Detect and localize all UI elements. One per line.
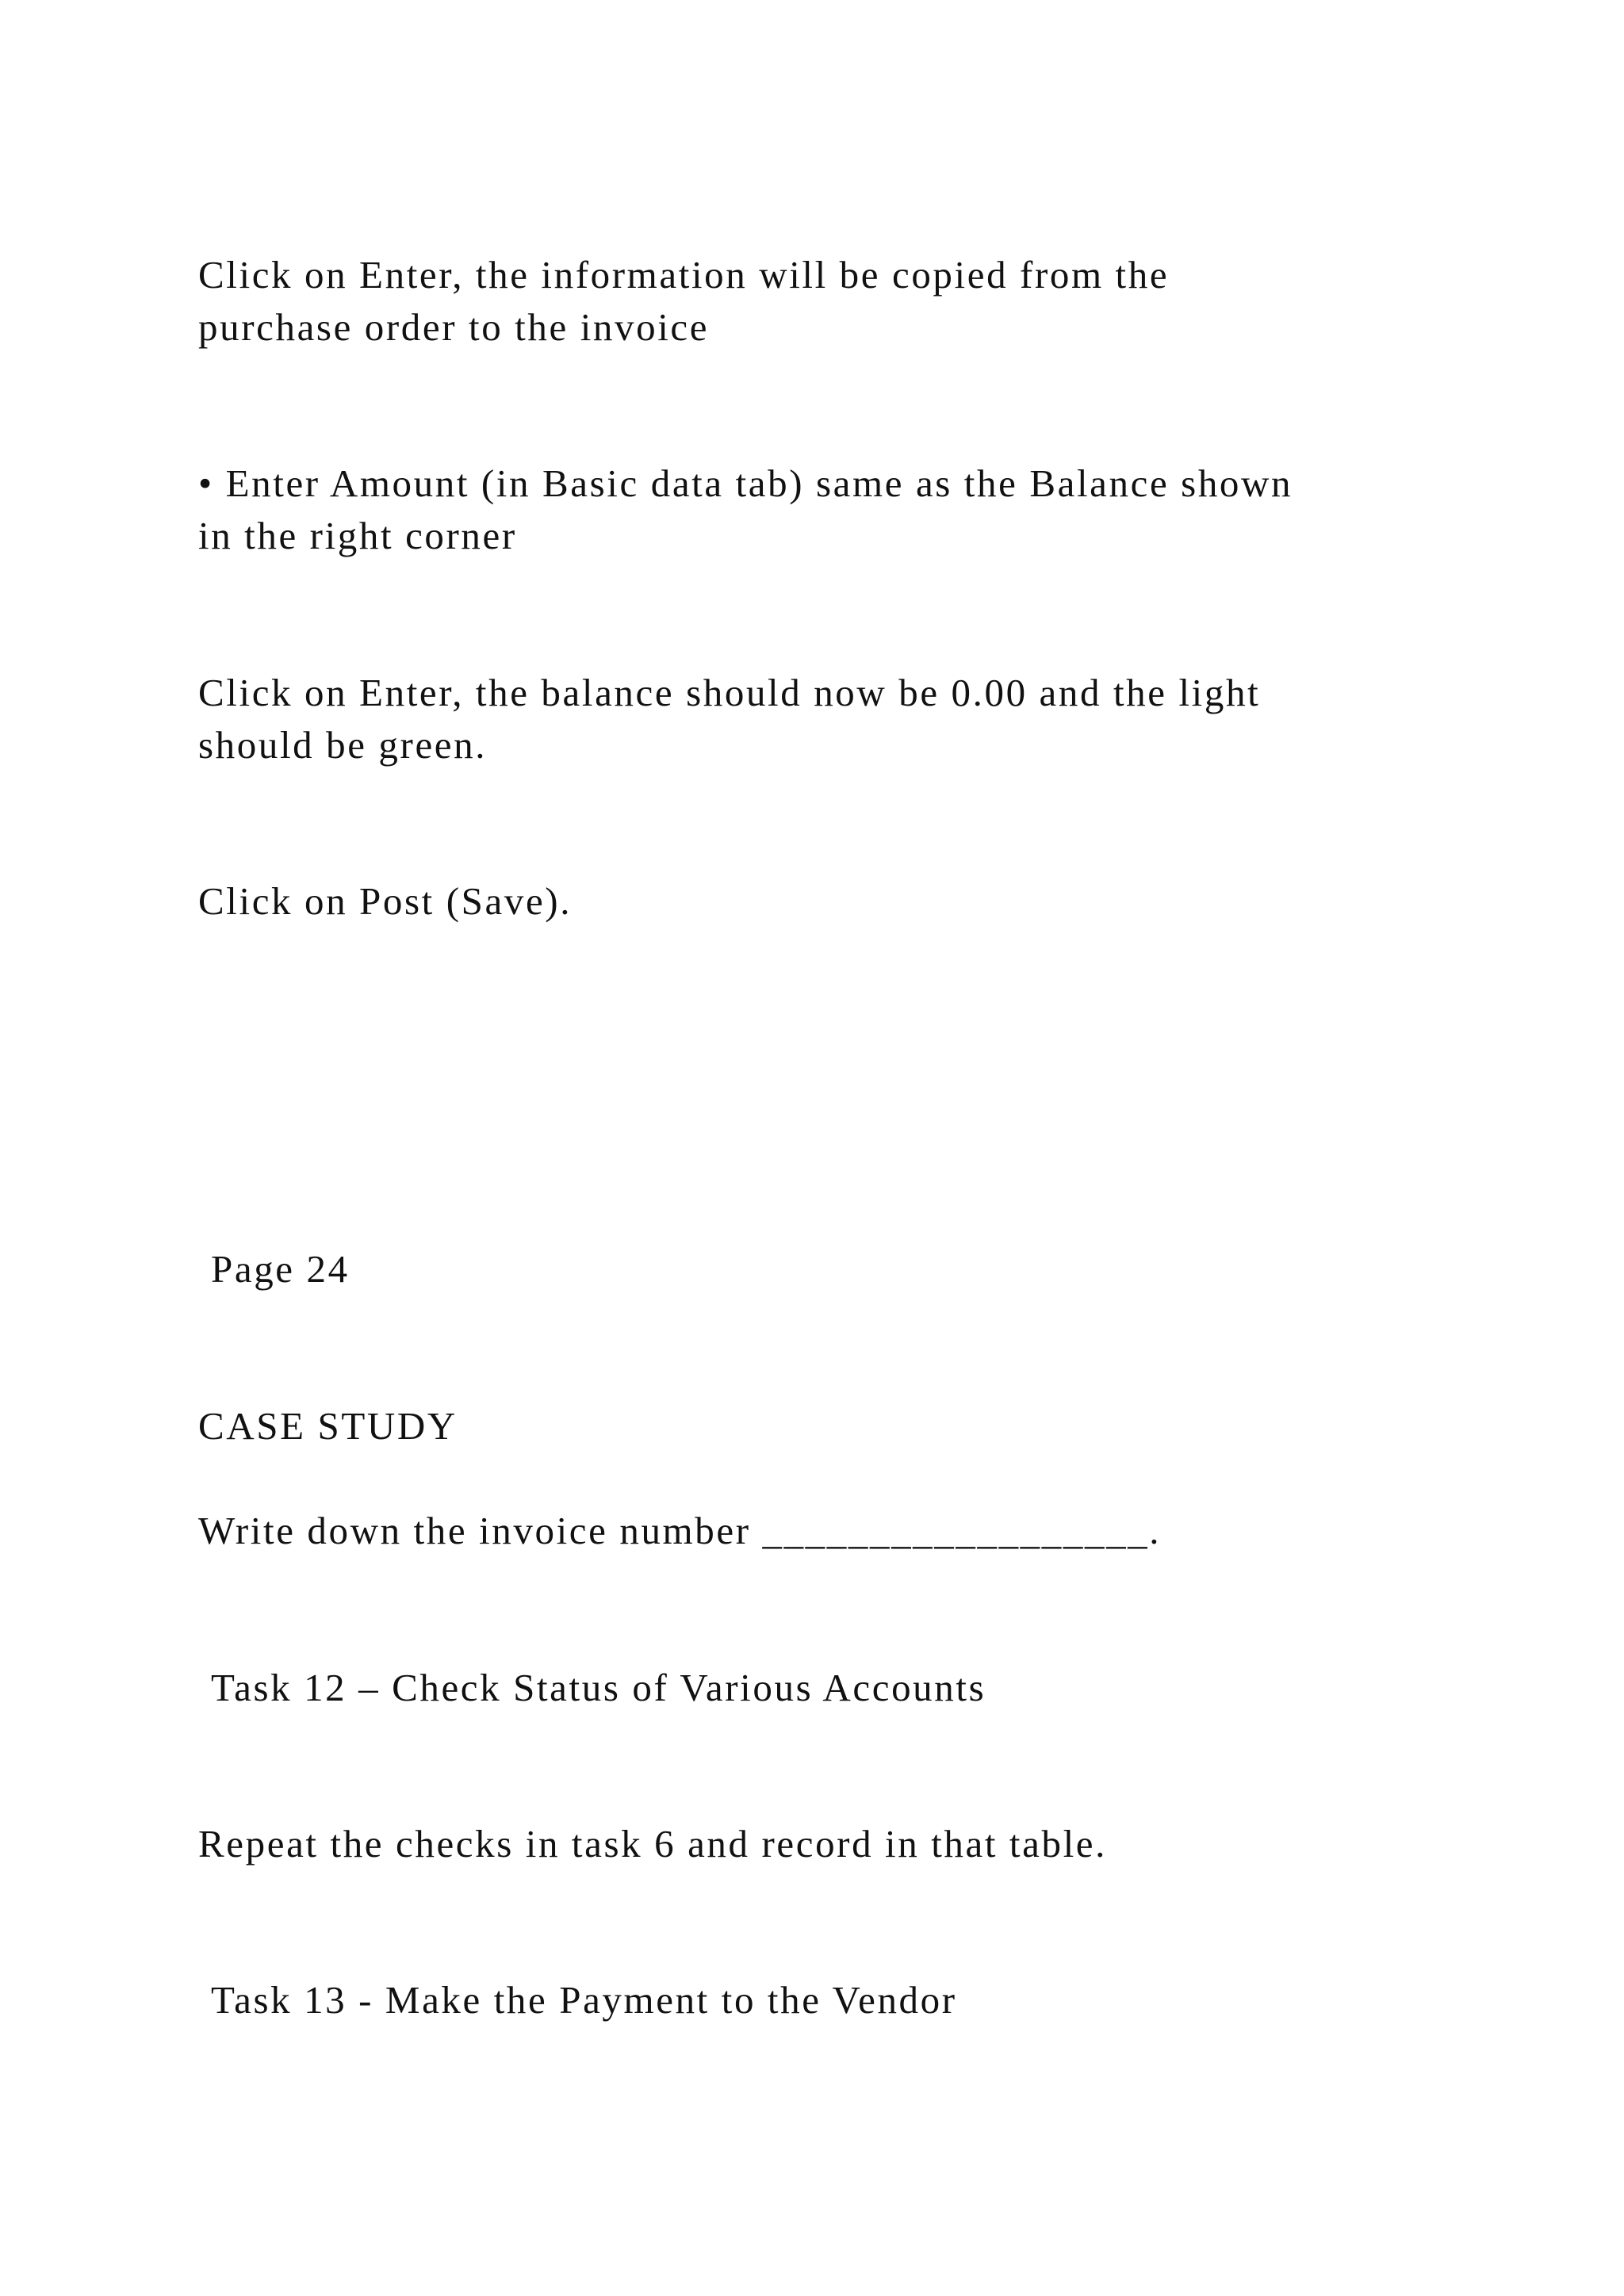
instruction-line: Click on Post (Save). (198, 879, 573, 923)
instruction-line: Click on Enter, the balance should now be 0.00 and the light (198, 671, 1261, 714)
page-label: Page 24 (211, 1247, 350, 1291)
case-study-heading: CASE STUDY (198, 1404, 458, 1448)
instruction-line: Click on Enter, the information will be copied from the (198, 253, 1170, 297)
bullet-instruction-line: • Enter Amount (in Basic data tab) same as the Balance shown (198, 461, 1293, 505)
task-12-instruction: Repeat the checks in task 6 and record in that table. (198, 1822, 1108, 1866)
task-12-heading: Task 12 – Check Status of Various Accounts (211, 1666, 986, 1709)
task-13-heading: Task 13 - Make the Payment to the Vendor (211, 1978, 957, 2022)
instruction-line: purchase order to the invoice (198, 305, 710, 349)
invoice-number-prompt: Write down the invoice number __________________. (198, 1509, 1162, 1552)
bullet-instruction-line: in the right corner (198, 514, 517, 557)
instruction-line: should be green. (198, 723, 488, 767)
